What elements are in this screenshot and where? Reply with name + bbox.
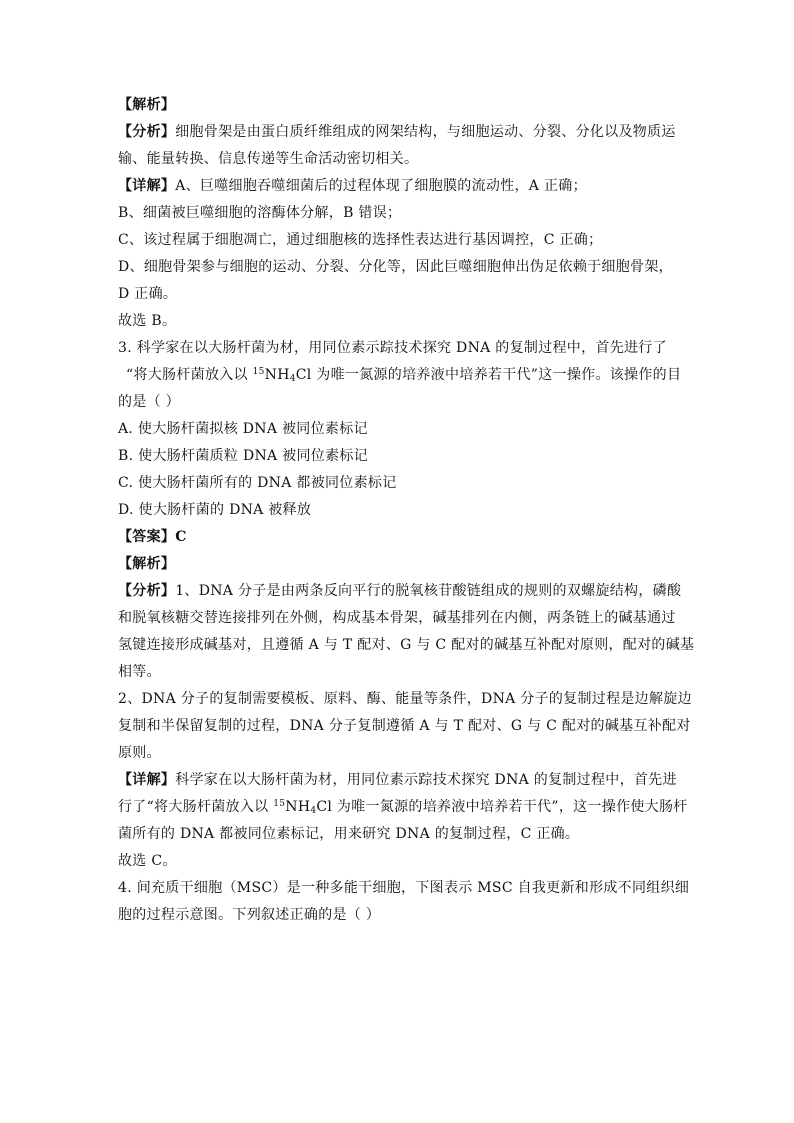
detail-paragraph — [118, 771, 677, 789]
stem-text: “将大肠杆菌放入以 — [126, 367, 253, 383]
analysis-tag: 【分析】 — [118, 583, 176, 599]
option-c: C. 使大肠杆菌所有的 DNA 都被同位素标记 — [118, 475, 397, 491]
analysis-text: 细胞骨架是由蛋白质纤维组成的网架结构，与细胞运动、分裂、分化以及物质运 — [175, 124, 676, 140]
option-b: B. 使大肠杆菌质粒 DNA 被同位素标记 — [118, 448, 368, 464]
detail-line-d: D、细胞骨架参与细胞的运动、分裂、分化等，因此巨噬细胞伸出伪足依赖于细胞骨架， — [118, 259, 673, 275]
detail-text: Cl 为唯一氮源的培养液中培养若干代”，这一操作使大肠杆 — [316, 799, 688, 815]
section-heading-jiexi: 【解析】 — [118, 97, 176, 113]
section-heading-jiexi: 【解析】 — [118, 556, 176, 572]
question-4-stem-cont: 胞的过程示意图。下列叙述正确的是（ ） — [118, 907, 381, 923]
detail-tag: 【详解】 — [118, 772, 176, 788]
formula-nh: NH — [264, 367, 290, 383]
detail-line-b: B、细菌被巨噬细胞的溶酶体分解，B 错误； — [118, 205, 402, 221]
analysis-text-cont: 原则。 — [118, 745, 161, 761]
analysis-tag: 【分析】 — [118, 124, 176, 140]
formula-subscript: 4 — [310, 806, 317, 816]
question-4-stem: 4. 间充质干细胞（MSC）是一种多能干细胞，下图表示 MSC 自我更新和形成不同组织细 — [118, 880, 690, 896]
option-a: A. 使大肠杆菌拟核 DNA 被同位素标记 — [118, 421, 368, 437]
formula-subscript: 4 — [289, 374, 296, 384]
detail-tag: 【详解】 — [118, 178, 176, 194]
detail-line-c: C、该过程属于细胞凋亡，通过细胞核的选择性表达进行基因调控，C 正确； — [118, 232, 603, 248]
option-d: D. 使大肠杆菌的 DNA 被释放 — [118, 502, 312, 518]
analysis-text: 1、DNA 分子是由两条反向平行的脱氧核苷酸链组成的规则的双螺旋结构，磷酸 — [175, 583, 682, 599]
detail-text: 行了“将大肠杆菌放入以 — [118, 799, 274, 815]
choose-line: 故选 B。 — [118, 313, 177, 329]
detail-text-cont — [118, 798, 688, 816]
analysis-text-cont: 复制和半保留复制的过程，DNA 分子复制遵循 A 与 T 配对、G 与 C 配对的碱基互补配对 — [118, 718, 691, 734]
analysis-text-cont: 氢键连接形成碱基对，且遵循 A 与 T 配对、G 与 C 配对的碱基互补配对原则，配对的碱基 — [118, 637, 695, 653]
detail-text: A、巨噬细胞吞噬细菌后的过程体现了细胞膜的流动性，A 正确； — [175, 178, 587, 194]
isotope-superscript: 15 — [252, 367, 265, 377]
detail-line-d-cont: D 正确。 — [118, 286, 178, 302]
isotope-superscript: 15 — [273, 799, 286, 809]
question-3-stem-end: 的是（ ） — [118, 394, 180, 410]
answer-line: 【答案】C — [118, 529, 187, 545]
analysis-point-2: 2、DNA 分子的复制需要模板、原料、酶、能量等条件，DNA 分子的复制过程是边解旋边 — [118, 691, 692, 707]
question-3-stem-cont — [126, 366, 681, 384]
detail-paragraph — [118, 177, 587, 195]
analysis-paragraph — [118, 123, 676, 141]
question-3-stem: 3. 科学家在以大肠杆菌为材，用同位素示踪技术探究 DNA 的复制过程中，首先进行了 — [118, 340, 667, 356]
detail-text-cont: 菌所有的 DNA 都被同位素标记，用来研究 DNA 的复制过程，C 正确。 — [118, 826, 580, 842]
stem-text: Cl 为唯一氮源的培养液中培养若干代”这一操作。该操作的目 — [295, 367, 682, 383]
analysis-text-cont: 输、能量转换、信息传递等生命活动密切相关。 — [118, 151, 419, 167]
choose-line: 故选 C。 — [118, 853, 177, 869]
formula-nh: NH — [285, 799, 311, 815]
analysis-text-cont: 相等。 — [118, 664, 161, 680]
analysis-text-cont: 和脱氧核糖交替连接排列在外侧，构成基本骨架，碱基排列在内侧，两条链上的碱基通过 — [118, 610, 676, 626]
analysis-paragraph — [118, 582, 681, 600]
detail-text: 科学家在以大肠杆菌为材，用同位素示踪技术探究 DNA 的复制过程中，首先进 — [175, 772, 677, 788]
